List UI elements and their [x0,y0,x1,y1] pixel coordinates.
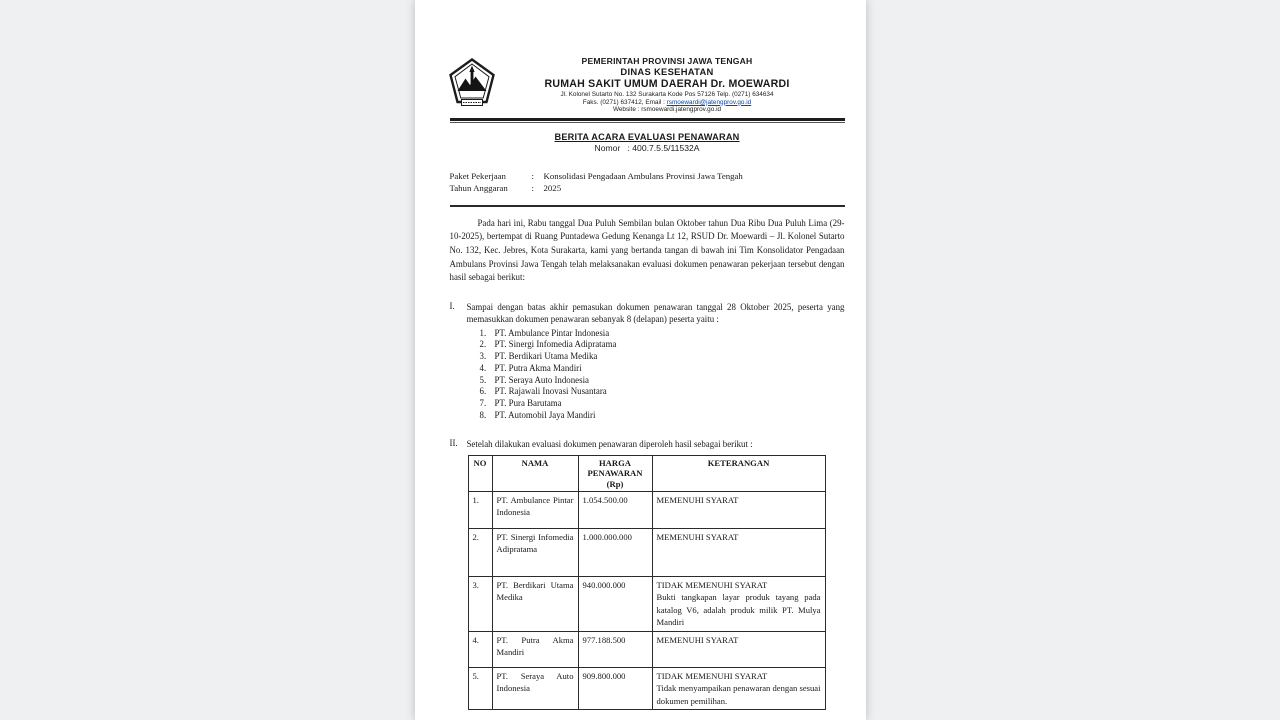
cell-nama: PT. Seraya Auto Indonesia [492,667,578,709]
letterhead-government-line: PEMERINTAH PROVINSI JAWA TENGAH [581,56,753,66]
cell-nama: PT. Berdikari Utama Medika [492,576,578,631]
meta-colon: : [531,183,534,194]
section-2-numeral: II. [449,437,458,448]
cell-harga: 1.000.000.000 [578,528,652,576]
table-row [468,667,825,709]
header-nama: NAMA [492,455,578,491]
letterhead-text [490,57,845,114]
cell-harga: 909.800.000 [578,667,652,709]
meta-label: Paket Pekerjaan [449,171,506,182]
participant-number: 1. [479,327,487,338]
participant-number: 3. [479,351,487,362]
participant-item [480,386,845,398]
document-number [450,143,845,153]
status-text: MEMENUHI SYARAT [656,634,739,645]
participant-number: 5. [479,374,487,385]
cell-no: 4. [468,631,492,667]
status-text: TIDAK MEMENUHI SYARAT [656,579,768,590]
document-page [415,0,866,720]
participant-number: 2. [479,339,487,350]
section-2 [450,438,845,711]
meta-value: Konsolidasi Pengadaan Ambulans Provinsi Jawa Tengah [543,171,743,182]
table-row [468,528,825,576]
section-1-intro: Sampai dengan batas akhir pemasukan dokumen penawaran tanggal 28 Oktober 2025, peserta yang memasukkan dokumen penawaran sebanyak 8 (delapan) peserta yaitu : [466,301,845,325]
letterhead-website-line: Website : rsmoewardi.jatengprov.go.id [612,106,722,114]
meta-value: 2025 [543,183,562,194]
cell-keterangan [652,667,825,709]
participant-name: PT. Ambulance Pintar Indonesia [494,327,610,338]
section-1-numeral: I. [449,300,455,311]
participant-number: 6. [479,386,487,397]
cell-no: 3. [468,576,492,631]
meta-divider [450,205,845,207]
participant-list [480,328,845,422]
cell-harga: 1.054.500.00 [578,491,652,528]
letterhead-hospital-name: RUMAH SAKIT UMUM DAERAH Dr. MOEWARDI [544,77,790,90]
cell-keterangan [652,576,825,631]
letterhead-fax-email-line [490,99,845,107]
meta-row-tahun-anggaran [450,182,845,194]
section-1 [450,301,845,422]
cell-keterangan [652,528,825,576]
header-harga: HARGA PENAWARAN (Rp) [578,455,652,491]
meta-label: Tahun Anggaran [449,183,508,194]
participant-item [480,410,845,422]
status-text: MEMENUHI SYARAT [656,494,739,505]
status-detail: Tidak menyampaikan penawaran dengan sesuai dokumen pemilihan. [656,683,821,706]
participant-item [480,351,845,363]
cell-keterangan [652,631,825,667]
header-no: NO [468,455,492,491]
nomor-value: 400.7.5.5/11532A [632,143,700,154]
cell-no: 1. [468,491,492,528]
cell-no: 5. [468,667,492,709]
opening-paragraph: Pada hari ini, Rabu tanggal Dua Puluh Sembilan bulan Oktober tahun Dua Ribu Dua Puluh Lima (29-10-2025), bertempat di Ruang Puntadewa Gedung Kenanga Lt 12, RSUD Dr. Moewardi – Jl. Kolonel Sutarto No. 132, Kec. Jebres, Kota Surakarta, kami yang bertanda tangan di bawah ini Tim Konsolidator Pengadaan Ambulans Provinsi Jawa Tengah telah melaksanakan evaluasi dokumen penawaran pekerjaan tersebut dengan hasil sebagai berikut: [449,217,845,283]
table-row [468,631,825,667]
section-2-intro: Setelah dilakukan evaluasi dokumen penawaran diperoleh hasil sebagai berikut : [466,438,753,449]
participant-number: 7. [479,398,487,409]
jawa-tengah-emblem-icon [448,58,496,108]
cell-keterangan [652,491,825,528]
letterhead-department-line: DINAS KESEHATAN [620,65,714,77]
participant-item [480,375,845,387]
participant-name: PT. Putra Akma Mandiri [494,362,582,373]
cell-nama: PT. Sinergi Infomedia Adipratama [492,528,578,576]
participant-item [480,363,845,375]
participant-item [480,328,845,340]
table-row [468,491,825,528]
cell-no: 2. [468,528,492,576]
nomor-colon: : [627,143,630,154]
status-text: TIDAK MEMENUHI SYARAT [656,670,768,681]
table-row [468,576,825,631]
participant-name: PT. Sinergi Infomedia Adipratama [494,339,617,350]
table-header-row [468,455,825,491]
participant-item [480,339,845,351]
header-keterangan: KETERANGAN [652,455,825,491]
letterhead-divider [450,118,845,123]
participant-item [480,398,845,410]
evaluation-results-table [468,455,826,710]
participant-name: PT. Seraya Auto Indonesia [494,374,589,385]
participant-number: 8. [479,409,487,420]
cell-harga: 940.000.000 [578,576,652,631]
meta-row-paket-pekerjaan [450,170,845,182]
cell-nama: PT. Putra Akma Mandiri [492,631,578,667]
participant-name: PT. Berdikari Utama Medika [494,351,598,362]
document-meta [450,170,845,207]
document-title: BERITA ACARA EVALUASI PENAWARAN [554,132,740,143]
participant-name: PT. Rajawali Inovasi Nusantara [494,386,607,397]
status-detail: Bukti tangkapan layar produk tayang pada katalog V6, adalah produk milik PT. Mulya Mandiri [656,592,821,628]
meta-colon: : [531,171,534,182]
status-text: MEMENUHI SYARAT [656,531,739,542]
participant-name: PT. Pura Barutama [494,398,562,409]
document-title-block [450,132,845,153]
letterhead [450,57,845,123]
fax-email-prefix: Faks. (0271) 637412, Email : [582,98,667,106]
email-link[interactable]: rsmoewardi@jatengprov.go.id [666,98,752,106]
nomor-label: Nomor [594,143,621,154]
participant-name: PT. Automobil Jaya Mandiri [494,409,596,420]
cell-harga: 977.188.500 [578,631,652,667]
participant-number: 4. [479,362,487,373]
letterhead-address-line: Jl. Kolonel Sutarto No. 132 Surakarta Kode Pos 57126 Telp. (0271) 634634 [560,90,774,98]
cell-nama: PT. Ambulance Pintar Indonesia [492,491,578,528]
